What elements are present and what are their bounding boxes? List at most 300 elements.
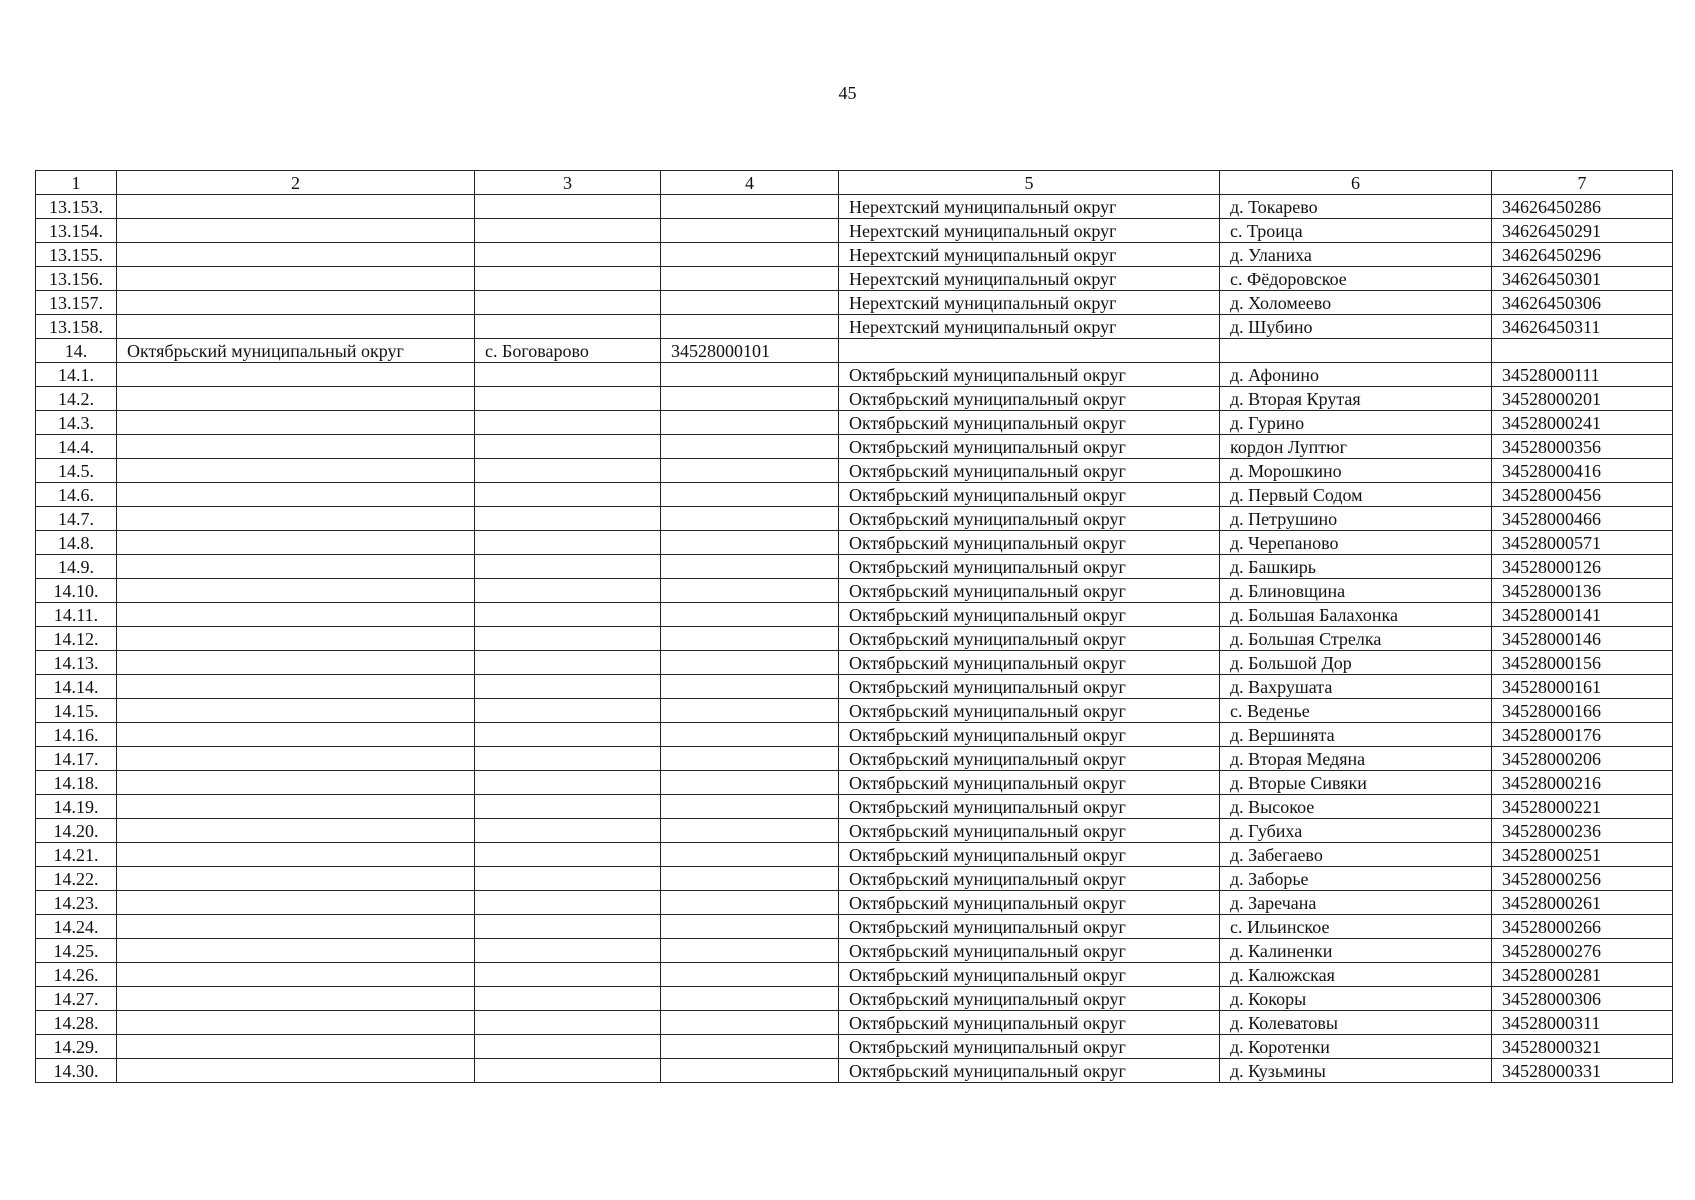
- table-cell-col2: [117, 651, 475, 675]
- table-cell-col1: 14.21.: [36, 843, 117, 867]
- table-cell-col1: 14.18.: [36, 771, 117, 795]
- table-cell-col6: д. Кузьмины: [1220, 1059, 1492, 1083]
- table-cell-col2: [117, 891, 475, 915]
- table-cell-col4: [661, 243, 839, 267]
- table-cell-col3: [475, 819, 661, 843]
- table-cell-col6: д. Блиновщина: [1220, 579, 1492, 603]
- table-cell-col4: [661, 915, 839, 939]
- table-row: [36, 843, 1673, 867]
- table-cell-col7: 34528000331: [1492, 1059, 1673, 1083]
- table-cell-col4: [661, 1035, 839, 1059]
- table-cell-col4: [661, 555, 839, 579]
- table-cell-col7: 34528000161: [1492, 675, 1673, 699]
- table-cell-col3: [475, 651, 661, 675]
- table-cell-col1: 14.7.: [36, 507, 117, 531]
- table-row: [36, 675, 1673, 699]
- table-cell-col1: 14.20.: [36, 819, 117, 843]
- table-cell-col5: Октябрьский муниципальный округ: [839, 747, 1220, 771]
- table-row: [36, 867, 1673, 891]
- table-cell-col3: [475, 507, 661, 531]
- table-row: [36, 939, 1673, 963]
- table-cell-col5: Октябрьский муниципальный округ: [839, 1035, 1220, 1059]
- table-row: [36, 483, 1673, 507]
- table-cell-col1: 14.23.: [36, 891, 117, 915]
- table-cell-col7: 34528000216: [1492, 771, 1673, 795]
- table-cell-col5: Октябрьский муниципальный округ: [839, 627, 1220, 651]
- table-cell-col5: Октябрьский муниципальный округ: [839, 939, 1220, 963]
- table-cell-col5: Октябрьский муниципальный округ: [839, 915, 1220, 939]
- table-cell-col6: д. Заборье: [1220, 867, 1492, 891]
- table-cell-col2: Октябрьский муниципальный округ: [117, 339, 475, 363]
- table-row: [36, 579, 1673, 603]
- table-cell-col4: [661, 795, 839, 819]
- table-row: [36, 963, 1673, 987]
- table-cell-col3: [475, 723, 661, 747]
- table-cell-col5: Нерехтский муниципальный округ: [839, 243, 1220, 267]
- table-cell-col2: [117, 411, 475, 435]
- table-cell-col5: Октябрьский муниципальный округ: [839, 435, 1220, 459]
- table-cell-col4: 34528000101: [661, 339, 839, 363]
- header-cell-2: 2: [117, 171, 475, 195]
- table-cell-col3: [475, 747, 661, 771]
- table-cell-col5: Октябрьский муниципальный округ: [839, 459, 1220, 483]
- table-cell-col7: 34626450286: [1492, 195, 1673, 219]
- table-cell-col5: Октябрьский муниципальный округ: [839, 531, 1220, 555]
- table-cell-col6: д. Губиха: [1220, 819, 1492, 843]
- table-cell-col7: 34528000251: [1492, 843, 1673, 867]
- table-cell-col7: 34528000321: [1492, 1035, 1673, 1059]
- table-cell-col3: [475, 843, 661, 867]
- table-row: [36, 819, 1673, 843]
- table-row: [36, 507, 1673, 531]
- table-cell-col7: 34528000236: [1492, 819, 1673, 843]
- table-cell-col2: [117, 291, 475, 315]
- table-cell-col4: [661, 987, 839, 1011]
- table-cell-col6: [1220, 339, 1492, 363]
- table-row: [36, 555, 1673, 579]
- table-cell-col7: 34528000146: [1492, 627, 1673, 651]
- table-cell-col2: [117, 267, 475, 291]
- table-cell-col2: [117, 507, 475, 531]
- table-cell-col5: Октябрьский муниципальный округ: [839, 795, 1220, 819]
- table-row: [36, 603, 1673, 627]
- table-cell-col3: [475, 939, 661, 963]
- table-cell-col1: 14.22.: [36, 867, 117, 891]
- table-cell-col4: [661, 435, 839, 459]
- table-cell-col2: [117, 435, 475, 459]
- table-cell-col7: 34528000466: [1492, 507, 1673, 531]
- table-cell-col4: [661, 507, 839, 531]
- table-cell-col5: Октябрьский муниципальный округ: [839, 483, 1220, 507]
- table-cell-col5: Октябрьский муниципальный округ: [839, 771, 1220, 795]
- table-cell-col4: [661, 603, 839, 627]
- table-cell-col5: Октябрьский муниципальный округ: [839, 507, 1220, 531]
- table-cell-col7: 34528000276: [1492, 939, 1673, 963]
- table-cell-col1: 14.9.: [36, 555, 117, 579]
- page-number: 45: [838, 83, 857, 103]
- table-cell-col7: 34528000201: [1492, 387, 1673, 411]
- table-cell-col5: Октябрьский муниципальный округ: [839, 843, 1220, 867]
- table-cell-col2: [117, 723, 475, 747]
- table-cell-col2: [117, 315, 475, 339]
- table-cell-col3: [475, 891, 661, 915]
- table-cell-col7: 34626450306: [1492, 291, 1673, 315]
- table-cell-col5: Нерехтский муниципальный округ: [839, 219, 1220, 243]
- table-cell-col1: 14.8.: [36, 531, 117, 555]
- table-cell-col5: Октябрьский муниципальный округ: [839, 723, 1220, 747]
- table-cell-col7: 34528000111: [1492, 363, 1673, 387]
- table-cell-col7: 34528000241: [1492, 411, 1673, 435]
- table-cell-col6: д. Афонино: [1220, 363, 1492, 387]
- table-cell-col6: д. Гурино: [1220, 411, 1492, 435]
- table-cell-col6: с. Ильинское: [1220, 915, 1492, 939]
- table-cell-col1: 14.12.: [36, 627, 117, 651]
- table-cell-col7: 34528000156: [1492, 651, 1673, 675]
- settlements-table: [35, 170, 1673, 1083]
- table-cell-col6: д. Вторые Сивяки: [1220, 771, 1492, 795]
- table-cell-col7: 34528000306: [1492, 987, 1673, 1011]
- table-cell-col2: [117, 675, 475, 699]
- table-cell-col7: 34626450296: [1492, 243, 1673, 267]
- table-cell-col4: [661, 195, 839, 219]
- table-cell-col7: 34626450291: [1492, 219, 1673, 243]
- table-cell-col2: [117, 387, 475, 411]
- table-cell-col3: [475, 267, 661, 291]
- table-cell-col5: Октябрьский муниципальный округ: [839, 819, 1220, 843]
- table-cell-col4: [661, 483, 839, 507]
- table-cell-col1: 14.11.: [36, 603, 117, 627]
- table-cell-col6: с. Троица: [1220, 219, 1492, 243]
- table-row: [36, 291, 1673, 315]
- table-row: [36, 1035, 1673, 1059]
- table-cell-col2: [117, 363, 475, 387]
- table-cell-col3: [475, 699, 661, 723]
- table-cell-col1: 14.27.: [36, 987, 117, 1011]
- table-cell-col3: [475, 243, 661, 267]
- table-cell-col1: 13.156.: [36, 267, 117, 291]
- table-cell-col3: [475, 1035, 661, 1059]
- table-cell-col5: [839, 339, 1220, 363]
- table-row: [36, 243, 1673, 267]
- table-cell-col1: 14.1.: [36, 363, 117, 387]
- table-cell-col1: 14.3.: [36, 411, 117, 435]
- table-row: [36, 531, 1673, 555]
- table-cell-col6: д. Колеватовы: [1220, 1011, 1492, 1035]
- table-cell-col7: 34528000261: [1492, 891, 1673, 915]
- table-cell-col4: [661, 939, 839, 963]
- table-cell-col5: Октябрьский муниципальный округ: [839, 555, 1220, 579]
- table-cell-col4: [661, 723, 839, 747]
- table-cell-col5: Октябрьский муниципальный округ: [839, 1011, 1220, 1035]
- table-cell-col2: [117, 243, 475, 267]
- table-cell-col5: Октябрьский муниципальный округ: [839, 1059, 1220, 1083]
- table-cell-col6: д. Петрушино: [1220, 507, 1492, 531]
- table-cell-col6: д. Большая Балахонка: [1220, 603, 1492, 627]
- table-cell-col4: [661, 579, 839, 603]
- table-cell-col5: Нерехтский муниципальный округ: [839, 195, 1220, 219]
- table-row: [36, 1011, 1673, 1035]
- table-cell-col6: д. Калиненки: [1220, 939, 1492, 963]
- table-cell-col1: 14.30.: [36, 1059, 117, 1083]
- table-cell-col6: д. Заречана: [1220, 891, 1492, 915]
- table-cell-col4: [661, 699, 839, 723]
- table-cell-col4: [661, 315, 839, 339]
- table-cell-col2: [117, 939, 475, 963]
- table-cell-col4: [661, 387, 839, 411]
- table-cell-col4: [661, 867, 839, 891]
- table-cell-col5: Октябрьский муниципальный округ: [839, 699, 1220, 723]
- table-cell-col7: 34528000281: [1492, 963, 1673, 987]
- table-row: [36, 315, 1673, 339]
- table-cell-col6: д. Большой Дор: [1220, 651, 1492, 675]
- table-cell-col7: 34626450311: [1492, 315, 1673, 339]
- table-cell-col5: Октябрьский муниципальный округ: [839, 387, 1220, 411]
- table-cell-col3: [475, 363, 661, 387]
- table-cell-col2: [117, 579, 475, 603]
- table-cell-col7: 34528000311: [1492, 1011, 1673, 1035]
- table-cell-col7: 34528000416: [1492, 459, 1673, 483]
- table-cell-col7: 34528000136: [1492, 579, 1673, 603]
- table-cell-col1: 14.6.: [36, 483, 117, 507]
- table-cell-col6: с. Фёдоровское: [1220, 267, 1492, 291]
- table-cell-col2: [117, 819, 475, 843]
- table-cell-col3: [475, 555, 661, 579]
- table-cell-col1: 14.2.: [36, 387, 117, 411]
- table-cell-col5: Октябрьский муниципальный округ: [839, 411, 1220, 435]
- table-cell-col5: Октябрьский муниципальный округ: [839, 651, 1220, 675]
- header-cell-6: 6: [1220, 171, 1492, 195]
- table-row: [36, 795, 1673, 819]
- header-cell-7: 7: [1492, 171, 1673, 195]
- table-cell-col7: 34528000126: [1492, 555, 1673, 579]
- table-cell-col6: кордон Луптюг: [1220, 435, 1492, 459]
- table-cell-col4: [661, 771, 839, 795]
- table-cell-col1: 14.24.: [36, 915, 117, 939]
- table-cell-col6: д. Башкирь: [1220, 555, 1492, 579]
- table-cell-col2: [117, 987, 475, 1011]
- table-cell-col4: [661, 363, 839, 387]
- table-cell-col1: 14.5.: [36, 459, 117, 483]
- table-cell-col3: [475, 531, 661, 555]
- table-cell-col4: [661, 1059, 839, 1083]
- table-cell-col3: [475, 987, 661, 1011]
- table-cell-col3: [475, 387, 661, 411]
- table-cell-col3: [475, 291, 661, 315]
- header-cell-1: 1: [36, 171, 117, 195]
- table-cell-col4: [661, 891, 839, 915]
- table-cell-col7: 34528000221: [1492, 795, 1673, 819]
- table-row: [36, 915, 1673, 939]
- table-cell-col6: д. Уланиха: [1220, 243, 1492, 267]
- table-cell-col4: [661, 963, 839, 987]
- table-cell-col1: 14.14.: [36, 675, 117, 699]
- table-cell-col6: д. Высокое: [1220, 795, 1492, 819]
- table-cell-col5: Октябрьский муниципальный округ: [839, 675, 1220, 699]
- table-row: [36, 627, 1673, 651]
- table-row: [36, 747, 1673, 771]
- table-cell-col2: [117, 963, 475, 987]
- table-cell-col2: [117, 1011, 475, 1035]
- table-cell-col7: 34626450301: [1492, 267, 1673, 291]
- table-cell-col3: [475, 963, 661, 987]
- table-cell-col3: [475, 459, 661, 483]
- table-cell-col2: [117, 483, 475, 507]
- table-row: [36, 267, 1673, 291]
- table-cell-col1: 13.157.: [36, 291, 117, 315]
- table-cell-col1: 13.153.: [36, 195, 117, 219]
- table-cell-col1: 14.26.: [36, 963, 117, 987]
- table-cell-col4: [661, 1011, 839, 1035]
- table-row: [36, 339, 1673, 363]
- table-cell-col1: 13.154.: [36, 219, 117, 243]
- table-row: [36, 363, 1673, 387]
- table-cell-col5: Октябрьский муниципальный округ: [839, 363, 1220, 387]
- table-cell-col6: д. Калюжская: [1220, 963, 1492, 987]
- table-cell-col6: д. Вершинята: [1220, 723, 1492, 747]
- table-row: [36, 1059, 1673, 1083]
- table-cell-col5: Октябрьский муниципальный округ: [839, 891, 1220, 915]
- table-cell-col5: Октябрьский муниципальный округ: [839, 867, 1220, 891]
- header-row: [36, 171, 1673, 195]
- table-cell-col1: 14.4.: [36, 435, 117, 459]
- table-cell-col1: 13.158.: [36, 315, 117, 339]
- table-cell-col2: [117, 219, 475, 243]
- table-cell-col3: [475, 795, 661, 819]
- table-cell-col2: [117, 771, 475, 795]
- table-row: [36, 459, 1673, 483]
- table-cell-col6: д. Кокоры: [1220, 987, 1492, 1011]
- table-cell-col3: [475, 195, 661, 219]
- table-cell-col5: Октябрьский муниципальный округ: [839, 603, 1220, 627]
- table-cell-col6: д. Вторая Крутая: [1220, 387, 1492, 411]
- table-cell-col3: с. Боговарово: [475, 339, 661, 363]
- table-cell-col2: [117, 531, 475, 555]
- table-cell-col6: д. Токарево: [1220, 195, 1492, 219]
- table-row: [36, 699, 1673, 723]
- table-cell-col2: [117, 195, 475, 219]
- table-cell-col2: [117, 747, 475, 771]
- table-row: [36, 219, 1673, 243]
- table-cell-col4: [661, 219, 839, 243]
- table-cell-col6: с. Веденье: [1220, 699, 1492, 723]
- table-cell-col3: [475, 1059, 661, 1083]
- table-row: [36, 651, 1673, 675]
- table-header: [36, 171, 1673, 195]
- table-cell-col4: [661, 819, 839, 843]
- table-cell-col1: 14.16.: [36, 723, 117, 747]
- table-cell-col5: Октябрьский муниципальный округ: [839, 963, 1220, 987]
- table-cell-col7: 34528000256: [1492, 867, 1673, 891]
- table-cell-col4: [661, 675, 839, 699]
- table-cell-col5: Нерехтский муниципальный округ: [839, 291, 1220, 315]
- table-cell-col2: [117, 843, 475, 867]
- table-cell-col3: [475, 771, 661, 795]
- table-cell-col3: [475, 1011, 661, 1035]
- table-cell-col3: [475, 435, 661, 459]
- table-cell-col6: д. Холомеево: [1220, 291, 1492, 315]
- table-cell-col4: [661, 291, 839, 315]
- table-cell-col3: [475, 579, 661, 603]
- table-cell-col2: [117, 867, 475, 891]
- table-cell-col2: [117, 795, 475, 819]
- table-cell-col6: д. Морошкино: [1220, 459, 1492, 483]
- table-cell-col6: д. Забегаево: [1220, 843, 1492, 867]
- table-cell-col5: Нерехтский муниципальный округ: [839, 267, 1220, 291]
- table-cell-col2: [117, 459, 475, 483]
- table-body: [36, 195, 1673, 1083]
- table-cell-col1: 14.15.: [36, 699, 117, 723]
- table-cell-col1: 14.25.: [36, 939, 117, 963]
- table-cell-col4: [661, 459, 839, 483]
- table-cell-col2: [117, 603, 475, 627]
- table-cell-col7: 34528000176: [1492, 723, 1673, 747]
- table-cell-col1: 14.29.: [36, 1035, 117, 1059]
- table-row: [36, 723, 1673, 747]
- table-cell-col6: д. Коротенки: [1220, 1035, 1492, 1059]
- table-cell-col4: [661, 747, 839, 771]
- table-cell-col6: д. Большая Стрелка: [1220, 627, 1492, 651]
- table-cell-col7: 34528000456: [1492, 483, 1673, 507]
- table-cell-col2: [117, 555, 475, 579]
- table-cell-col1: 14.19.: [36, 795, 117, 819]
- table-cell-col7: [1492, 339, 1673, 363]
- table-row: [36, 435, 1673, 459]
- table-cell-col6: д. Вторая Медяна: [1220, 747, 1492, 771]
- table-cell-col7: 34528000266: [1492, 915, 1673, 939]
- table-cell-col7: 34528000141: [1492, 603, 1673, 627]
- table-cell-col7: 34528000356: [1492, 435, 1673, 459]
- table-cell-col1: 14.10.: [36, 579, 117, 603]
- table-cell-col3: [475, 219, 661, 243]
- table-row: [36, 891, 1673, 915]
- table-cell-col7: 34528000206: [1492, 747, 1673, 771]
- table-cell-col1: 14.: [36, 339, 117, 363]
- table-cell-col4: [661, 651, 839, 675]
- table-cell-col2: [117, 699, 475, 723]
- header-cell-4: 4: [661, 171, 839, 195]
- table-cell-col1: 14.28.: [36, 1011, 117, 1035]
- table-cell-col2: [117, 627, 475, 651]
- table-cell-col2: [117, 1059, 475, 1083]
- table-row: [36, 195, 1673, 219]
- table-cell-col5: Октябрьский муниципальный округ: [839, 987, 1220, 1011]
- header-cell-3: 3: [475, 171, 661, 195]
- table-cell-col4: [661, 267, 839, 291]
- header-cell-5: 5: [839, 171, 1220, 195]
- table-cell-col4: [661, 411, 839, 435]
- table-cell-col3: [475, 603, 661, 627]
- table-cell-col3: [475, 483, 661, 507]
- table-cell-col3: [475, 411, 661, 435]
- table-row: [36, 987, 1673, 1011]
- table-row: [36, 771, 1673, 795]
- table-cell-col1: 14.13.: [36, 651, 117, 675]
- table-cell-col7: 34528000166: [1492, 699, 1673, 723]
- table-cell-col4: [661, 843, 839, 867]
- table-cell-col3: [475, 627, 661, 651]
- table-cell-col3: [475, 315, 661, 339]
- table-cell-col6: д. Первый Содом: [1220, 483, 1492, 507]
- table-cell-col3: [475, 675, 661, 699]
- table-cell-col6: д. Черепаново: [1220, 531, 1492, 555]
- table-row: [36, 387, 1673, 411]
- table-cell-col4: [661, 627, 839, 651]
- table-row: [36, 411, 1673, 435]
- table-cell-col5: Нерехтский муниципальный округ: [839, 315, 1220, 339]
- table-cell-col1: 14.17.: [36, 747, 117, 771]
- table-cell-col4: [661, 531, 839, 555]
- table-cell-col5: Октябрьский муниципальный округ: [839, 579, 1220, 603]
